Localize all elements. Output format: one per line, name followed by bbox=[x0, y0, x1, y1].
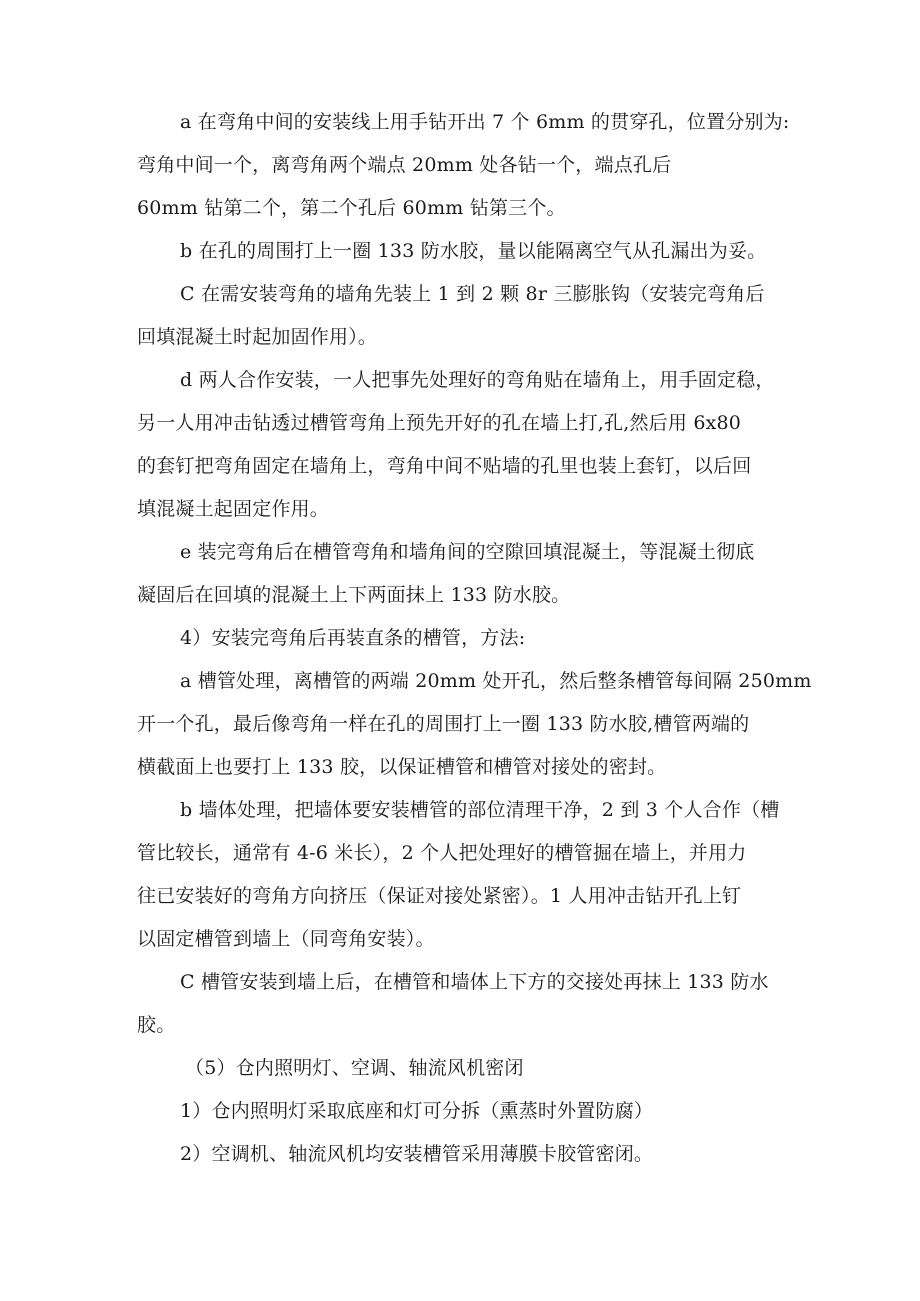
text-line: 的套钉把弯角固定在墙角上，弯角中间不贴墙的孔里也装上套钉，以后回 bbox=[137, 455, 752, 477]
text-line: 往已安装好的弯角方向挤压（保证对接处紧密）。1 人用冲击钻开孔上钉 bbox=[137, 885, 742, 907]
text-line: 弯角中间一个，离弯角两个端点 20mm 处各钻一个，端点孔后 bbox=[137, 154, 672, 176]
text-line: 凝固后在回填的混凝土上下两面抹上 133 防水胶。 bbox=[137, 584, 571, 606]
text-line: C 槽管安装到墙上后，在槽管和墙体上下方的交接处再抹上 133 防水 bbox=[180, 971, 769, 993]
text-line: 以固定槽管到墙上（同弯角安装）。 bbox=[137, 928, 435, 950]
text-line: 1）仓内照明灯采取底座和灯可分拆（熏蒸时外置防腐） bbox=[180, 1100, 654, 1122]
text-line: 另一人用冲击钻透过槽管弯角上预先开好的孔在墙上打,孔,然后用 6x80 bbox=[137, 412, 742, 434]
text-line: 2）空调机、轴流风机均安装槽管采用薄膜卡胶管密闭。 bbox=[180, 1143, 654, 1165]
text-line: 横截面上也要打上 133 胶，以保证槽管和槽管对接处的密封。 bbox=[137, 756, 667, 778]
text-line: 胶。 bbox=[137, 1014, 176, 1036]
text-line: 管比较长，通常有 4-6 米长），2 个人把处理好的槽管掘在墙上，并用力 bbox=[137, 842, 747, 864]
text-line: C 在需安装弯角的墙角先装上 1 到 2 颗 8r 三膨胀钩（安装完弯角后 bbox=[180, 283, 765, 305]
text-line: 填混凝土起固定作用。 bbox=[137, 498, 330, 520]
text-line: b 在孔的周围打上一圈 133 防水胶，量以能隔离空气从孔漏出为妥。 bbox=[180, 240, 767, 262]
text-line: d 两人合作安装，一人把事先处理好的弯角贴在墙角上，用手固定稳， bbox=[180, 369, 775, 391]
text-line: e 装完弯角后在槽管弯角和墙角间的空隙回填混凝土，等混凝土彻底 bbox=[180, 541, 755, 563]
text-line: 60mm 钻第二个，第二个孔后 60mm 钻第三个。 bbox=[137, 197, 566, 219]
text-line: b 墙体处理，把墙体要安装槽管的部位清理干净，2 到 3 个人合作（槽 bbox=[180, 799, 780, 821]
text-line: 回填混凝土时起加固作用）。 bbox=[137, 326, 378, 348]
text-line: a 槽管处理，离槽管的两端 20mm 处开孔，然后整条槽管每间隔 250mm bbox=[180, 670, 812, 692]
text-line: 开一个孔，最后像弯角一样在孔的周围打上一圈 133 防水胶,槽管两端的 bbox=[137, 713, 750, 735]
text-line: 4）安装完弯角后再装直条的槽管，方法: bbox=[180, 627, 526, 649]
section-heading: （5）仓内照明灯、空调、轴流风机密闭 bbox=[185, 1057, 524, 1079]
text-line: a 在弯角中间的安装线上用手钻开出 7 个 6mm 的贯穿孔，位置分别为: bbox=[180, 111, 790, 133]
